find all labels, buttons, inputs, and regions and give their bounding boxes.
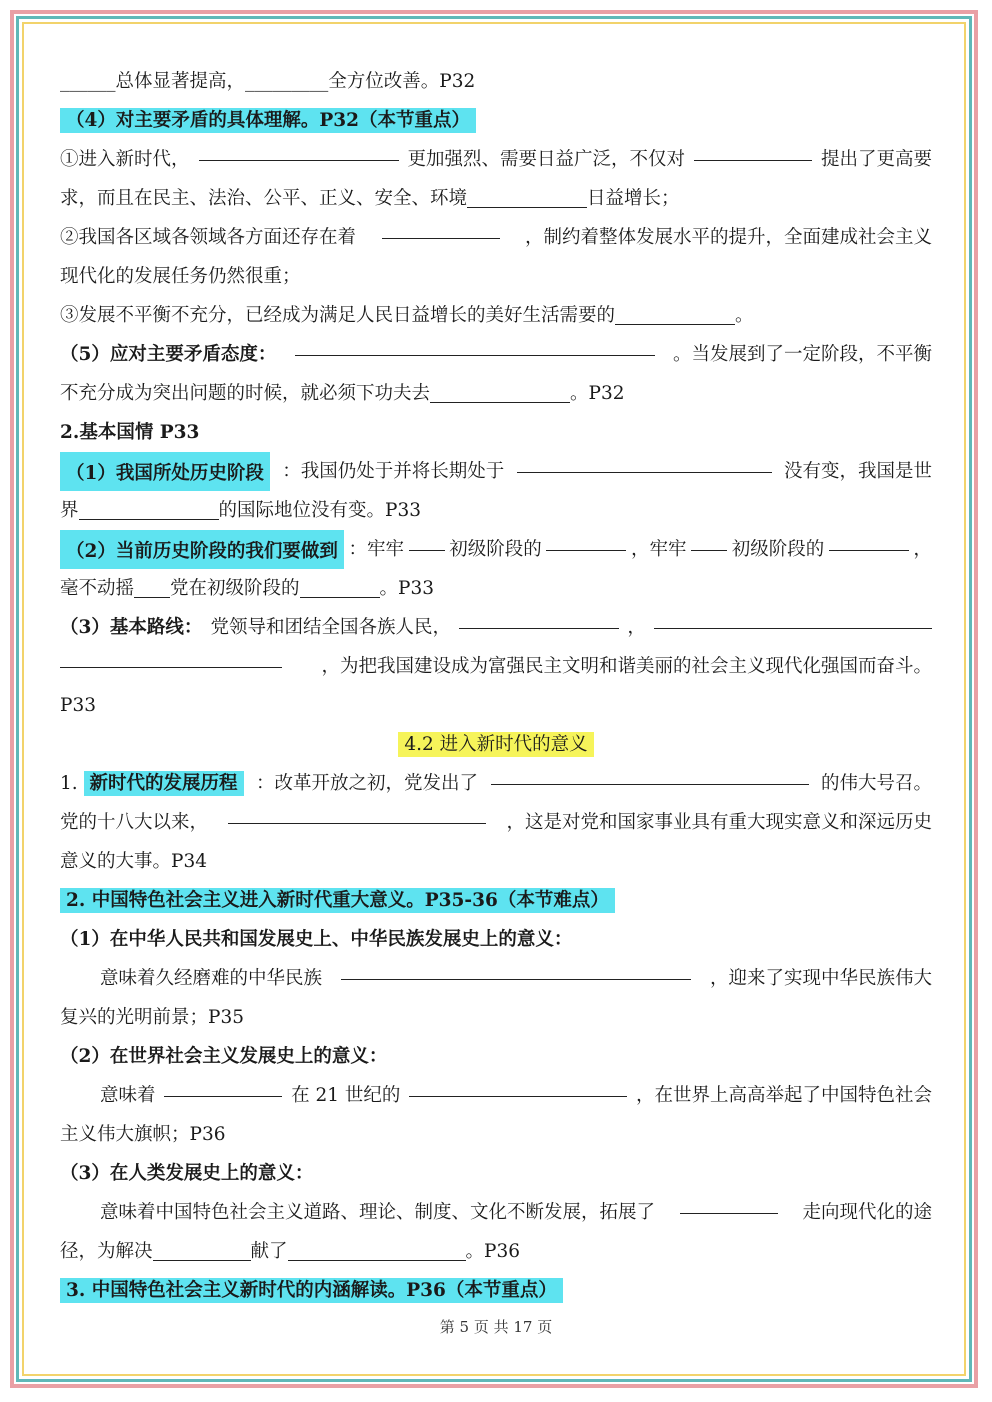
text: ：牢牢 [348, 539, 404, 560]
text-line-4 [60, 179, 932, 218]
text: 界 [60, 500, 79, 521]
section-heading-4 [60, 101, 932, 140]
fill-blank [430, 382, 570, 403]
page-number-footer: 第 5 页 共 17 页 [439, 1318, 553, 1336]
text: 日益增长； [587, 188, 680, 209]
text: 。P33 [379, 578, 435, 599]
highlighted-heading: （1）我国所处历史阶段 [60, 452, 270, 491]
text: 没有变，我国是世 [783, 461, 932, 482]
text: 更加强烈、需要日益广泛，不仅对 [407, 149, 685, 170]
fill-blank [409, 1076, 627, 1097]
text: ：改革开放之初，党发出了 [256, 773, 479, 794]
fill-blank [615, 304, 735, 325]
section-heading-2: 2.基本国情 P33 [60, 422, 200, 443]
text: ③发展不平衡不充分，已经成为满足人民日益增长的美好生活需要的 [60, 305, 616, 326]
text: 在 21 世纪的 [291, 1085, 401, 1106]
fill-blank [691, 530, 727, 551]
fill-blank [829, 530, 909, 551]
text: 意味着中国特色社会主义道路、理论、制度、文化不断发展，拓展了 [100, 1202, 656, 1223]
fill-blank [467, 187, 587, 208]
text: 初级阶段的 [731, 539, 825, 560]
text-line-20 [60, 803, 932, 842]
text: ， [627, 617, 646, 638]
text: 全方位改善。P32 [328, 71, 476, 92]
highlighted-heading: 2. 中国特色社会主义进入新时代重大意义。P35-36（本节难点） [60, 888, 615, 913]
text: 党领导和团结全国各族人民， [210, 617, 452, 638]
fill-blank [546, 530, 626, 551]
fill-blank [288, 1240, 466, 1261]
section-title-4-2 [60, 725, 932, 764]
section-heading-2-significance [60, 881, 932, 920]
text: 意味着 [100, 1085, 156, 1106]
fill-blank [341, 959, 691, 980]
fill-blank [459, 608, 619, 629]
text-line-5 [60, 218, 932, 257]
text: ②我国各区域各领域各方面还存在着 [60, 227, 357, 248]
fill-blank [79, 499, 219, 520]
text: ，制约着整体发展水平的提升，全面建成社会主义 [524, 227, 932, 248]
fill-blank [654, 608, 932, 629]
fill-blank [60, 647, 282, 668]
text-line-8 [60, 335, 932, 374]
text-line-31 [60, 1232, 932, 1271]
text-line-24 [60, 959, 932, 998]
text: ，在世界上高高举起了中国特色社会 [635, 1085, 932, 1106]
fill-blank [295, 335, 655, 356]
text-line-11 [60, 452, 932, 491]
text: 献了 [250, 1241, 288, 1262]
bold-label: （5）应对主要矛盾态度： [60, 344, 277, 365]
text-line-7 [60, 296, 932, 335]
text: ，这是对党和国家事业具有重大现实意义和深远历史 [506, 812, 932, 833]
text: 党的十八大以来， [60, 812, 209, 833]
text-line-3 [60, 140, 932, 179]
fill-blank [409, 530, 445, 551]
text-line-19 [60, 764, 932, 803]
text-line-21: 意义的大事。P34 [60, 851, 207, 872]
text: 不充分成为突出问题的时候，就必须下功夫去 [60, 383, 431, 404]
highlighted-heading: 3. 中国特色社会主义新时代的内涵解读。P36（本节重点） [60, 1278, 563, 1303]
highlighted-heading: （4）对主要矛盾的具体理解。P32（本节重点） [60, 108, 476, 133]
subheading-3: （3）在人类发展史上的意义： [60, 1163, 314, 1184]
fill-blank [300, 577, 380, 598]
text: 提出了更高要 [820, 149, 932, 170]
text-line-28: 主义伟大旗帜；P36 [60, 1124, 226, 1145]
fill-blank [517, 452, 772, 473]
highlighted-heading: （2）当前历史阶段的我们要做到 [60, 530, 344, 569]
text-line-25: 复兴的光明前景；P35 [60, 1007, 244, 1028]
text-line-15 [60, 608, 932, 647]
text: 。 [735, 305, 754, 326]
text: 径，为解决 [60, 1241, 153, 1262]
section-heading-3-connotation [60, 1271, 932, 1310]
text-line-14 [60, 569, 932, 608]
text-line-13 [60, 530, 932, 569]
text: ，为把我国建设成为富强民主文明和谐美丽的社会主义现代化强国而奋斗。 [321, 656, 932, 677]
text: 的伟大号召。 [820, 773, 932, 794]
text-line-16 [60, 647, 932, 686]
blank-text: _________ [245, 71, 329, 92]
text-line-27 [60, 1076, 932, 1115]
text: 1. [60, 773, 84, 794]
blank-text: ______ [60, 71, 116, 92]
text: 意味着久经磨难的中华民族 [100, 968, 323, 989]
highlighted-heading: 新时代的发展历程 [84, 771, 244, 796]
fill-blank [680, 1193, 778, 1214]
highlighted-title: 4.2 进入新时代的意义 [398, 732, 593, 757]
text: 毫不动摇 [60, 578, 135, 599]
text: ，迎来了实现中华民族伟大 [709, 968, 932, 989]
fill-blank [153, 1240, 251, 1261]
fill-blank [164, 1076, 282, 1097]
subheading-1: （1）在中华人民共和国发展史上、中华民族发展史上的意义： [60, 929, 573, 950]
fill-blank [134, 577, 170, 598]
text: 党在初级阶段的 [170, 578, 300, 599]
fill-blank [694, 140, 812, 161]
text: 总体显著提高， [115, 71, 246, 92]
document-body [60, 62, 932, 1310]
text: 初级阶段的 [449, 539, 542, 560]
fill-blank [382, 218, 500, 239]
text-line-6: 现代化的发展任务仍然很重； [60, 266, 301, 287]
text-line-1 [60, 62, 932, 101]
subheading-2: （2）在世界社会主义发展史上的意义： [60, 1046, 388, 1067]
text: ，牢牢 [630, 539, 687, 560]
text: 求，而且在民主、法治、公平、正义、安全、环境 [60, 188, 468, 209]
text: ， [913, 539, 932, 560]
fill-blank [491, 764, 809, 785]
text-line-12 [60, 491, 932, 530]
text-line-17: P33 [60, 695, 96, 716]
text: 的国际地位没有变。P33 [218, 500, 422, 521]
text: ①进入新时代， [60, 149, 190, 170]
text: ：我国仍处于并将长期处于 [282, 461, 505, 482]
text: 走向现代化的途 [802, 1202, 932, 1223]
text-line-9 [60, 374, 932, 413]
text: 。P32 [570, 383, 625, 404]
text: 。P36 [465, 1241, 521, 1262]
fill-blank [199, 140, 399, 161]
text-group [60, 764, 244, 803]
fill-blank [228, 803, 486, 824]
text: 。当发展到了一定阶段，不平衡 [672, 344, 932, 365]
bold-label: （3）基本路线： [60, 617, 203, 638]
text-line-30 [60, 1193, 932, 1232]
